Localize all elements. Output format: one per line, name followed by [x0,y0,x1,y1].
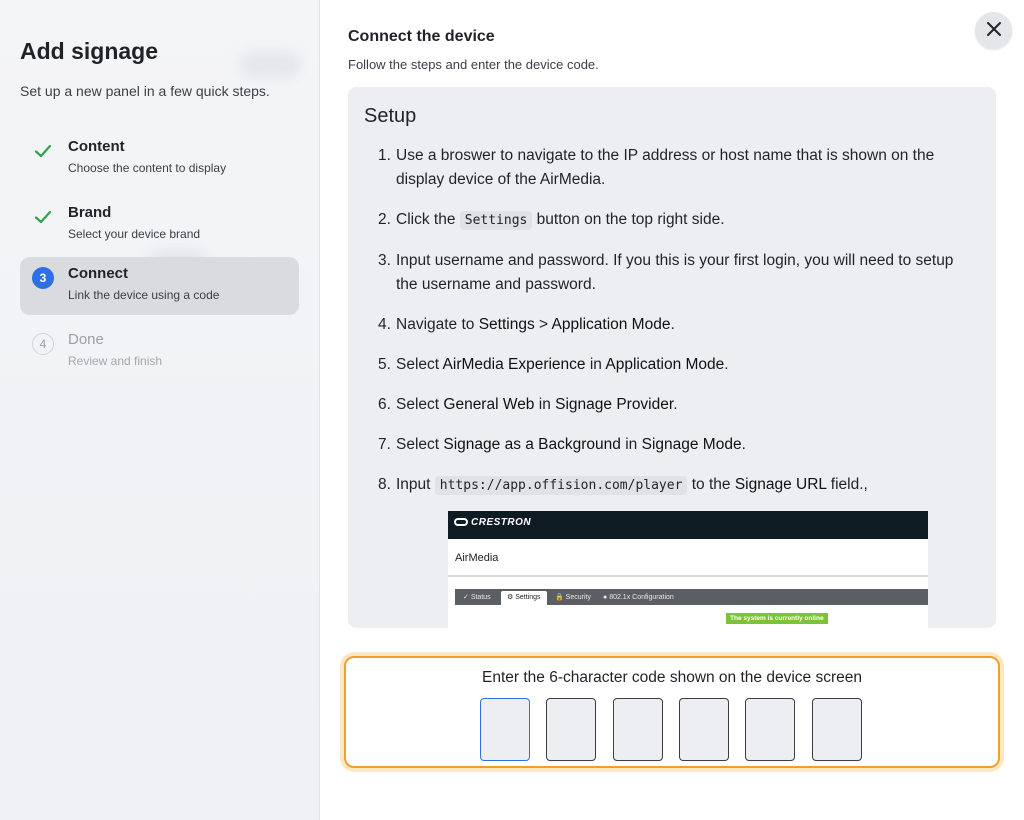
crestron-header [448,511,928,539]
page-title: Connect the device [348,28,495,45]
tab-security: 🔒 Security [555,594,591,601]
crestron-logo: CRESTRON [454,517,531,528]
step-label: Brand [68,204,112,221]
list-item: 6. Select General Web in Signage Provider. [378,396,678,413]
player-url-code: https://app.offision.com/player [435,476,688,495]
list-item: 1. Use a broswer to navigate to the IP address or host name that is shown on the display device of the AirMedia. [378,147,935,188]
code-prompt: Enter the 6-character code shown on the device screen [482,669,862,686]
step-label: Content [68,138,125,155]
code-input-4[interactable] [679,698,729,761]
step-number: 4 [32,333,54,355]
code-input-2[interactable] [546,698,596,761]
step-description: Review and finish [68,354,163,368]
code-input-3[interactable] [613,698,663,761]
step-brand[interactable] [20,196,299,254]
wizard-sidebar [0,0,320,820]
step-description: Link the device using a code [68,288,220,302]
step-done [20,323,299,381]
list-item: 3. Input username and password. If you this is your first login, you will need to setup the username and password. [378,252,954,293]
step-connect[interactable] [20,257,299,315]
setup-instructions[interactable] [348,87,996,628]
code-input-6[interactable] [812,698,862,761]
step-number: 3 [32,267,54,289]
close-button[interactable] [975,12,1012,49]
page-subtitle: Follow the steps and enter the device code. [348,57,599,72]
airmedia-screenshot [448,511,928,628]
list-item: 4. Navigate to Settings > Application Mode. [378,316,675,333]
list-item: 5. Select AirMedia Experience in Application Mode. [378,356,729,373]
step-label: Connect [68,265,128,282]
check-icon [32,140,54,162]
tab-settings: ⚙ Settings [501,591,547,605]
list-item: 7. Select Signage as a Background in Signage Mode. [378,436,746,453]
device-code-entry [344,656,1000,768]
settings-code: Settings [460,211,533,230]
airmedia-app-name: AirMedia [448,539,928,577]
step-description: Select your device brand [68,227,201,241]
airmedia-tabs [455,589,928,605]
tab-status: ✓ Status [463,594,491,601]
online-status-badge: The system is currently online [726,613,828,624]
wizard-title: Add signage [20,38,159,64]
setup-heading: Setup [364,105,417,127]
list-item: 8. Input https://app.offision.com/player to the Signage URL field., [378,476,868,493]
list-item: 2. Click the Settings button on the top right side. [378,211,725,228]
step-content[interactable] [20,130,299,188]
check-icon [32,206,54,228]
code-input-1[interactable] [480,698,530,761]
wizard-subtitle: Set up a new panel in a few quick steps. [20,83,270,99]
step-description: Choose the content to display [68,161,227,175]
step-label: Done [68,331,104,348]
tab-8021x: ● 802.1x Configuration [603,594,674,601]
setup-steps [378,144,978,514]
background-blur [240,52,300,78]
close-icon [986,21,1002,40]
code-input-5[interactable] [745,698,795,761]
